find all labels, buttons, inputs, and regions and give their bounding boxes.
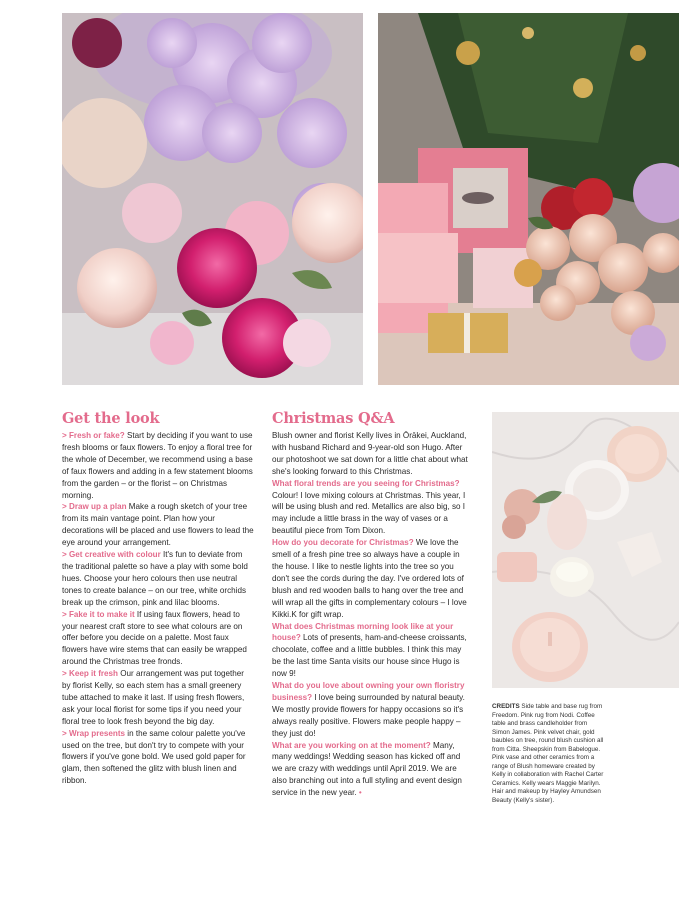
qa-answer: We love the smell of a fresh pine tree so always have a couple in the house. I like to nestle lights into the tree so you don't see the cords during the day. I've ordered lots of blush and red wooden balls to hang over the tree and will wrap all the gifts in complementary colours – I love Kikki.K for gift wrap. (272, 538, 467, 619)
tip-label: > Fresh or fake? (62, 431, 125, 440)
qa-intro: Blush owner and florist Kelly lives in Ōrākei, Auckland, with husband Richard and 9-year-old son Hugo. After our photoshoot we sat down for a little chat about what she's looking forward to this Christmas. (272, 431, 468, 476)
qa-question: What are you working on at the moment? (272, 740, 431, 750)
tip-text: If using faux flowers, head to your nearest craft store to see what colours are on offer before you decide on a palette. Most faux flowers have wire stems that can easily be wrapped around the Christmas tree fronds. (62, 609, 247, 667)
qa-question: What does Christmas morning look like at your house? (272, 621, 454, 643)
section-title: Get the look (62, 410, 160, 427)
tip-label: > Draw up a plan (62, 502, 127, 512)
get-the-look-section (62, 410, 254, 787)
tip-label: > Keep it fresh (62, 669, 119, 679)
qa-item (272, 537, 468, 620)
tip-text: Start by deciding if you want to use fresh blooms or faux flowers. To enjoy a floral tree for the whole of December, we recommend using a base of faux flowers and adding in a few statement blooms from the garden – or the florist – on Christmas morning. (62, 431, 253, 500)
qa-question: How do you decorate for Christmas? (272, 538, 414, 548)
qa-question: What do you love about owning your own floristry business? (272, 681, 465, 702)
credits-label: CREDITS (492, 703, 520, 710)
qa-item (272, 478, 468, 538)
tip-label: > Get creative with colour (62, 550, 161, 560)
tip-text: in the same colour palette you've used on the tree, but don't try to compete with your flowers if you've gone bold. We used gold paper for glam, then softened the glitz with blush linen and ribbon. (62, 728, 246, 786)
tip-paragraph (62, 501, 254, 549)
tip-label: > Fake it to make it (62, 609, 135, 619)
qa-item (272, 680, 468, 740)
tip-text: Make a rough sketch of your tree from its main vantage point. Plan how your decorations will be placed and use flowers to lead the eye around your arrangement. (62, 502, 254, 548)
tip-text: It's fun to deviate from the traditional palette so have a play with some bold hues. Choose your hero colours then use neutral tones to create balance – on our tree, white orchids break up the crimson, pink and lilac blooms. (62, 550, 248, 607)
ceramics-still-life-photo (492, 412, 679, 688)
qa-item (272, 621, 468, 681)
tip-paragraph (62, 549, 254, 609)
tip-paragraph (62, 668, 254, 728)
tip-paragraph (62, 430, 254, 501)
credits-paragraph (492, 703, 604, 805)
credits-section (492, 703, 604, 805)
christmas-tree-gifts-photo (378, 13, 679, 385)
flower-arrangement-photo (62, 13, 363, 385)
qa-answer: I love being surrounded by natural beauty. We mostly provide flowers for happy occasions so it's always really positive. Flowers make people happy – they just do! (272, 692, 465, 738)
end-mark: • (358, 788, 362, 798)
qa-question: What floral trends are you seeing for Christmas? (272, 478, 460, 488)
qa-answer: Lots of presents, ham-and-cheese croissants, chocolate, coffee and a little bubbles. I think this may be the last time Santa visits our house since Hugo is now 9! (272, 633, 467, 679)
tip-label: > Wrap presents (62, 728, 126, 738)
credits-text: Side table and base rug from Freedom. Pink rug from Nodi. Coffee table and brass candleholder from Simon James. Pink velvet chair, gold baubles on tree, round blush cushion all from Citta. Sheepskin from Babelogue. Pink vase and other ceramics from a range of Blush homeware created by Kelly in collaboration with Rachel Carter Ceramics. Kelly wears Maggie Marilyn. Hair and makeup by Hayley Amundsen Beauty (Kelly's sister). (492, 703, 604, 804)
tip-text: Our arrangement was put together by florist Kelly, so each stem has a small greenery tube attached to make it last. If using fresh flowers, ask your local florist for some tips if you need your floral tree to look fresh beyond the big day. (62, 669, 245, 726)
qa-answer: Many, many weddings! Wedding season has kicked off and we are crazy with weddings until April 2019. We are also branching out into a full styling and event design service in the new year. (272, 740, 462, 798)
qa-item (272, 740, 468, 800)
section-title: Christmas Q&A (272, 410, 395, 427)
christmas-qa-section (272, 410, 468, 799)
tip-paragraph (62, 728, 254, 788)
tip-paragraph (62, 609, 254, 669)
qa-answer: Colour! I love mixing colours at Christmas. This year, I will be using blush and red. Metallics are also big, so I may include a little brass in the way of vases or a beautiful piece from Tom Dixon. (272, 490, 466, 536)
